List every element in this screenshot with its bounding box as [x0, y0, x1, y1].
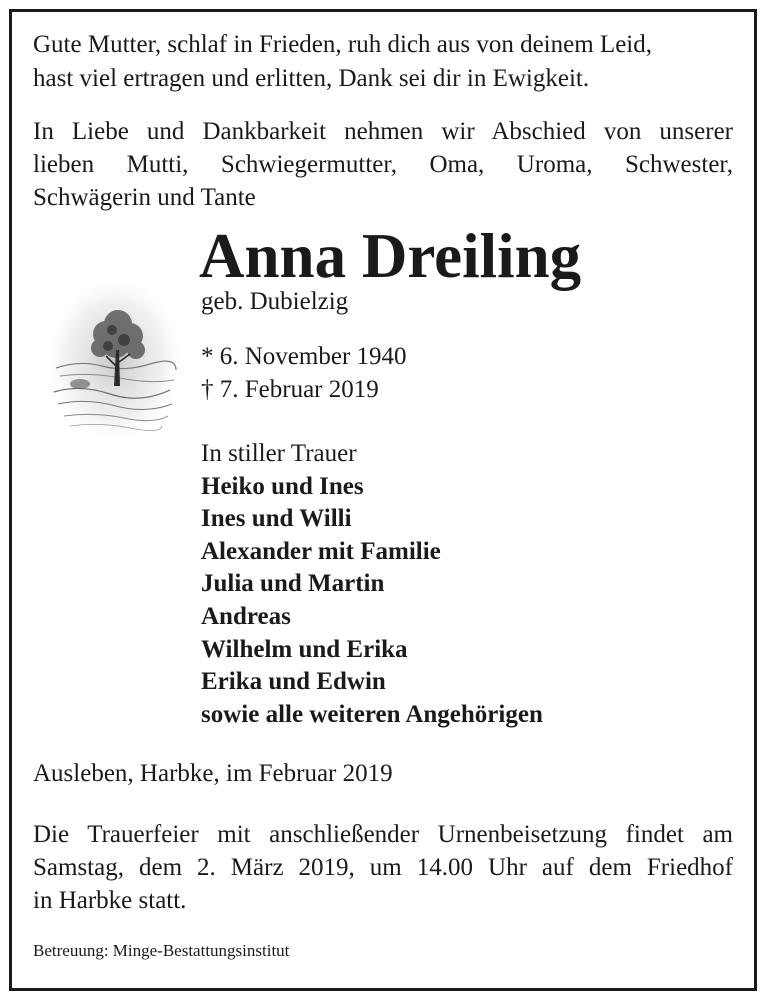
death-date: † 7. Februar 2019: [201, 376, 379, 403]
mourners-list: [201, 438, 543, 731]
mourner-entry: Wilhelm und Erika: [201, 635, 408, 663]
mourner-entry: sowie alle weiteren Angehörigen: [201, 700, 543, 728]
mourner-entry: Ines und Willi: [201, 505, 352, 533]
birth-name: geb. Dubielzig: [201, 288, 349, 315]
farewell-intro: [33, 115, 733, 214]
ceremony-line-2: Samstag, dem 2. März 2019, um 14.00 Uhr auf dem Friedhof: [33, 854, 733, 881]
intro-line-2: lieben Mutti, Schwiegermutter, Oma, Uroma, Schwester,: [33, 151, 733, 178]
verse-line-2: hast viel ertragen und erlitten, Dank sei dir in Ewigkeit.: [33, 65, 590, 92]
life-dates: [201, 340, 407, 406]
mourner-entry: Andreas: [201, 602, 291, 630]
memorial-verse: [33, 28, 733, 96]
birth-date: * 6. November 1940: [201, 343, 407, 370]
tree-landscape-icon: [50, 280, 180, 440]
mourner-entry: Erika und Edwin: [201, 668, 386, 696]
mourner-entry: Heiko und Ines: [201, 472, 364, 500]
place-and-date: Ausleben, Harbke, im Februar 2019: [33, 760, 393, 787]
mourner-entry: Alexander mit Familie: [201, 537, 441, 565]
ceremony-line-3: in Harbke statt.: [33, 887, 187, 914]
intro-line-3: Schwägerin und Tante: [33, 184, 256, 211]
mourner-entry: Julia und Martin: [201, 570, 385, 598]
funeral-home-credit: Betreuung: Minge-Bestattungsinstitut: [33, 941, 290, 960]
ceremony-line-1: Die Trauerfeier mit anschließender Urnenbeisetzung findet am: [33, 821, 733, 848]
verse-line-1: Gute Mutter, schlaf in Frieden, ruh dich aus von deinem Leid,: [33, 31, 652, 58]
ceremony-info: [33, 818, 733, 917]
mourners-lead: In stiller Trauer: [201, 440, 357, 467]
intro-line-1: In Liebe und Dankbarkeit nehmen wir Abschied von unserer: [33, 118, 733, 145]
deceased-name: Anna Dreiling: [199, 221, 582, 291]
